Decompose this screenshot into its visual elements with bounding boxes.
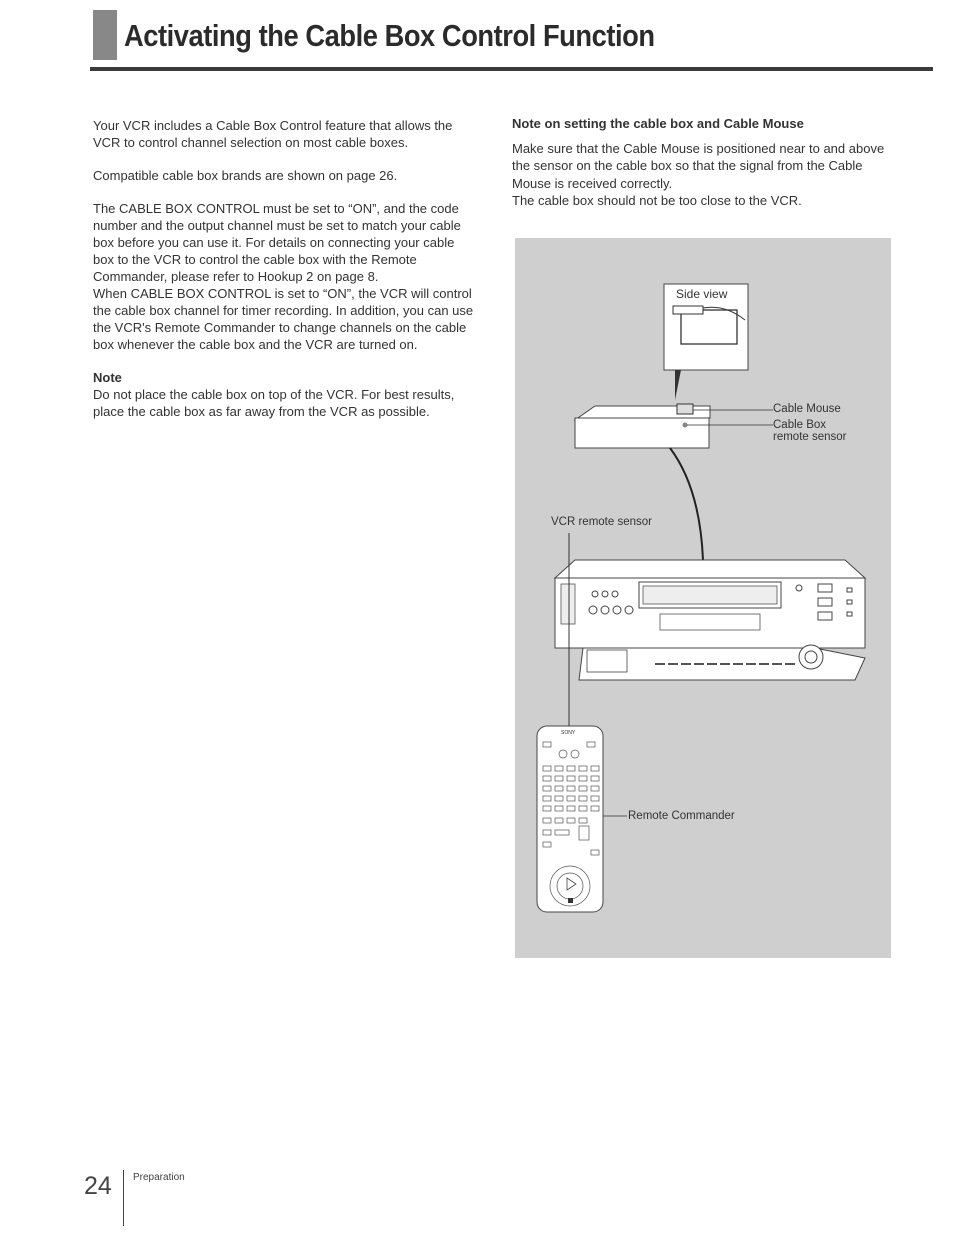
side-view-label: Side view xyxy=(676,287,728,301)
title-rule xyxy=(90,67,933,71)
cable-mouse-note-para2: The cable box should not be too close to the VCR. xyxy=(512,193,802,208)
cable-box-sensor-label-line2: remote sensor xyxy=(773,431,847,443)
page-number: 24 xyxy=(84,1172,112,1200)
page-title: Activating the Cable Box Control Function xyxy=(124,18,655,53)
hookup-diagram xyxy=(515,238,891,958)
left-column xyxy=(93,117,478,436)
cable-mouse-label: Cable Mouse xyxy=(773,403,841,415)
right-column xyxy=(512,115,892,210)
hookup-illustration xyxy=(515,238,891,958)
remote-brand-label: SONY xyxy=(561,730,576,736)
title-accent-bar xyxy=(93,10,117,60)
cable-box-sensor-label-line1: Cable Box xyxy=(773,419,827,431)
operation-paragraph: When CABLE BOX CONTROL is set to “ON”, the VCR will control the cable box channel for timer recording. In addition, you can use the VCR's Remote Commander to change channels on the cable box whenever the cable box and the VCR are turned on. xyxy=(93,286,474,352)
section-name: Preparation xyxy=(133,1172,185,1183)
remote-commander-label: Remote Commander xyxy=(628,810,735,822)
footer-divider xyxy=(123,1170,124,1226)
cable-mouse-note-heading: Note on setting the cable box and Cable Mouse xyxy=(512,116,804,131)
intro-paragraph: Your VCR includes a Cable Box Control feature that allows the VCR to control channel selection on most cable boxes. xyxy=(93,118,453,150)
vcr-sensor-label: VCR remote sensor xyxy=(551,516,652,528)
cable-mouse-note-para1: Make sure that the Cable Mouse is positioned near to and above the sensor on the cable box so that the signal from the Cable Mouse is received correctly. xyxy=(512,140,885,191)
note-text: Do not place the cable box on top of the VCR. For best results, place the cable box as far away from the VCR as possible. xyxy=(93,387,455,419)
note-heading: Note xyxy=(93,370,122,385)
setup-paragraph: The CABLE BOX CONTROL must be set to “ON”, and the code number and the output channel must be set to match your cable box before you can use it. For details on connecting your cable box to the VCR to control the cable box with the Remote Commander, please refer to Hookup 2 on page 8. xyxy=(93,201,461,284)
brands-paragraph: Compatible cable box brands are shown on page 26. xyxy=(93,168,398,183)
